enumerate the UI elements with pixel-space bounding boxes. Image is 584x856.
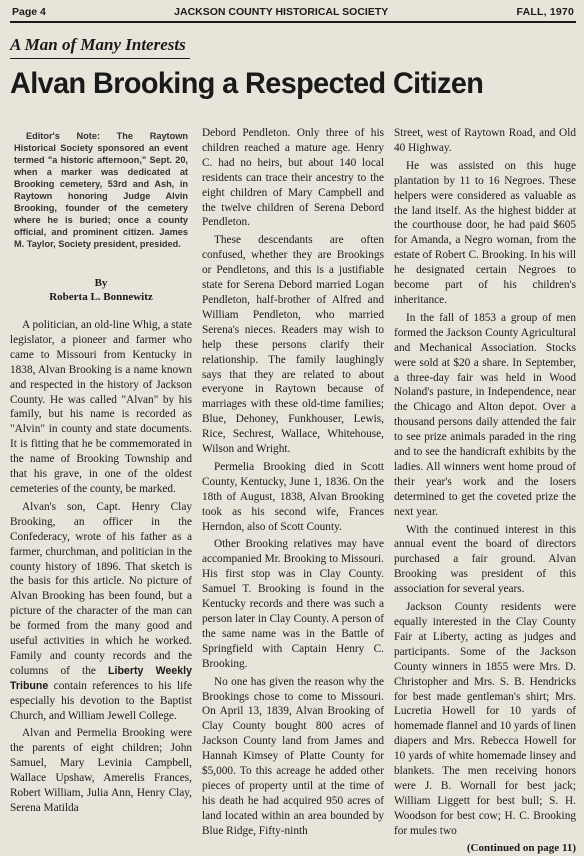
byline-by: By <box>94 277 108 289</box>
column-1 <box>10 126 192 814</box>
paragraph: With the continued interest in this annual event the board of directors purchased a fair ground. Alvan Brooking was president of this association for several years. <box>394 523 576 596</box>
paragraph: Debord Pendleton. Only three of his children reached a mature age. Henry C. had no heirs, but about 140 local residents can trace their ancestry to the eight children of Mary Campbell and the twelve children of Serena Debord Pendleton. <box>202 127 384 229</box>
paragraph: Other Brooking relatives may have accompanied Mr. Brooking to Missouri. His first stop was in Clay County. Samuel T. Brooking is found in the Kentucky records and there was such a person later in Clay County. A person of the same name was in the Battle of Springfield with Captain Henry C. Brooking. <box>202 538 384 670</box>
paragraph <box>10 500 192 724</box>
paragraph: No one has given the reason why the Brookings chose to come to Missouri. On April 13, 1839, Alvan Brooking of Clay County bought 800 acres of Jackson County land from James and Hannah Kimsey of Platte County for $5,000. To this acreage he added other pieces of property until at the time of his death he had acquired 950 acres of land located within an area bounded by Blue Ridge, Fifty-ninth <box>202 675 384 837</box>
article-headline: Alvan Brooking a Respected Citizen <box>10 67 484 100</box>
editor-note <box>14 130 188 250</box>
byline <box>10 276 192 304</box>
byline-author: Roberta L. Bonnewitz <box>49 291 153 303</box>
paragraph: These descendants are often confused, whether they are Brookings or Pendletons, and this is a justifiable state for Serena Debord married Logan Pendleton, half-brother of Alfred and William Pendleton, who married Serena's nieces. Readers may wish to help these persons clarify their relationship. The family laughingly says that they are related to about everyone in Raytown because of marriages with these old-time families; Blue, Dehoney, Funkhouser, Lewis, Rice, Sechrest, Wallace, Whitehouse, Wilson and Wright. <box>202 234 384 456</box>
column-3 <box>394 126 576 854</box>
editor-note-text: Editor's Note: The Raytown Historical Society sponsored an event termed "a historic afternoon," Sept. 20, when a marker was dedicated at Brooking cemetery, 53rd and Ash, in Raytown honoring Judge Alvin Brooking, founder of the cemetery where he is buried; once a county official, and prominent citizen. James M. Taylor, Society president, presided. <box>14 131 188 249</box>
paragraph: He was assisted on this huge plantation by 11 to 16 Negroes. These helpers were considered as valuable as the land itself. As the highest bidder at the courthouse door, he had paid $605 for Amanda, a Negro woman, from the estate of Robert C. Brooking. In his will he designated certain Negroes to become part of his children's inheritance. <box>394 159 576 306</box>
paragraph: Street, west of Raytown Road, and Old 40 Highway. <box>394 127 576 154</box>
column-2 <box>202 126 384 837</box>
paragraph-text: contain references to his life especially his devotion to the Baptist Church, and William Jewell College. <box>10 679 192 722</box>
article-body <box>10 126 576 854</box>
paragraph: Jackson County residents were equally interested in the Clay County Fair at Liberty, acting as judges and participants. Some of the Jackson County winners in 1855 were Mrs. D. Christopher and Mrs. S. B. Hendricks for best made gentleman's shirt; Mrs. Lucretia Howell for 10 yards of homemade flannel and 10 yards of linen diapers and Mrs. Rebecca Howell for 10 yards of white homemade linsey and blankets. The men receiving honors were J. B. Wornall for best jack; William Liggett for best bull; S. H. Woodson for best cow; H. C. Brooking for mules two <box>394 601 576 837</box>
continued-note: (Continued on page 11) <box>466 841 576 854</box>
newspaper-name: Liberty Weekly Tribune <box>10 664 192 692</box>
issue-date: FALL, 1970 <box>516 6 574 18</box>
paragraph: A politician, an old-line Whig, a state legislator, a pioneer and farmer who came to Missouri from Kentucky in 1838, Alvan Brooking is a name known and respected in the history of Jackson County. He was called "Alvan" by his family, but his name is recorded as "Alvin" in county and state documents. It is fitting that he be commemorated in the name of Brooking Township and that his grave, in one of the oldest cemeteries of the county, be marked. <box>10 319 192 495</box>
page-header <box>10 6 576 23</box>
paragraph: Alvan and Permelia Brooking were the parents of eight children; John Samuel, Mary Levinia Campbell, Wallace Upshaw, Amerelis Frances, Robert William, Julia Ann, Henry Clay, Serena Matilda <box>10 727 192 814</box>
paragraph: Permelia Brooking died in Scott County, Kentucky, June 1, 1836. On the 18th of August, 1838, Alvan Brooking took as his second wife, Frances Herndon, also of Scott County. <box>202 460 384 533</box>
article-kicker: A Man of Many Interests <box>10 35 190 59</box>
paragraph: In the fall of 1853 a group of men formed the Jackson County Agricultural and Mechanical Association. Stocks were sold at $20 a share. In September, a three-day fair was held in Wood Noland's pasture, in Independence, near the Chicago and Alton depot. Over a thousand persons daily attended the fair to see prize animals paraded in the ring and to see the handicraft exhibits by the ladies. All winners went home proud of their year's work and the losers determined to get the coveted prize the next year. <box>394 311 576 518</box>
page-number: Page 4 <box>12 6 46 18</box>
paragraph-text: Alvan's son, Capt. Henry Clay Brooking, an officer in the Confederacy, wrote of his father as a farmer, churchman, and politician in the county history of 1896. That sketch is the basis for this article. No picture of Alvan Brooking has been found, but a picture of the character of the man can be formed from the many good and useful activities in which he worked. Family and county records and the columns of the <box>10 500 192 677</box>
publication-title: JACKSON COUNTY HISTORICAL SOCIETY <box>174 6 389 18</box>
